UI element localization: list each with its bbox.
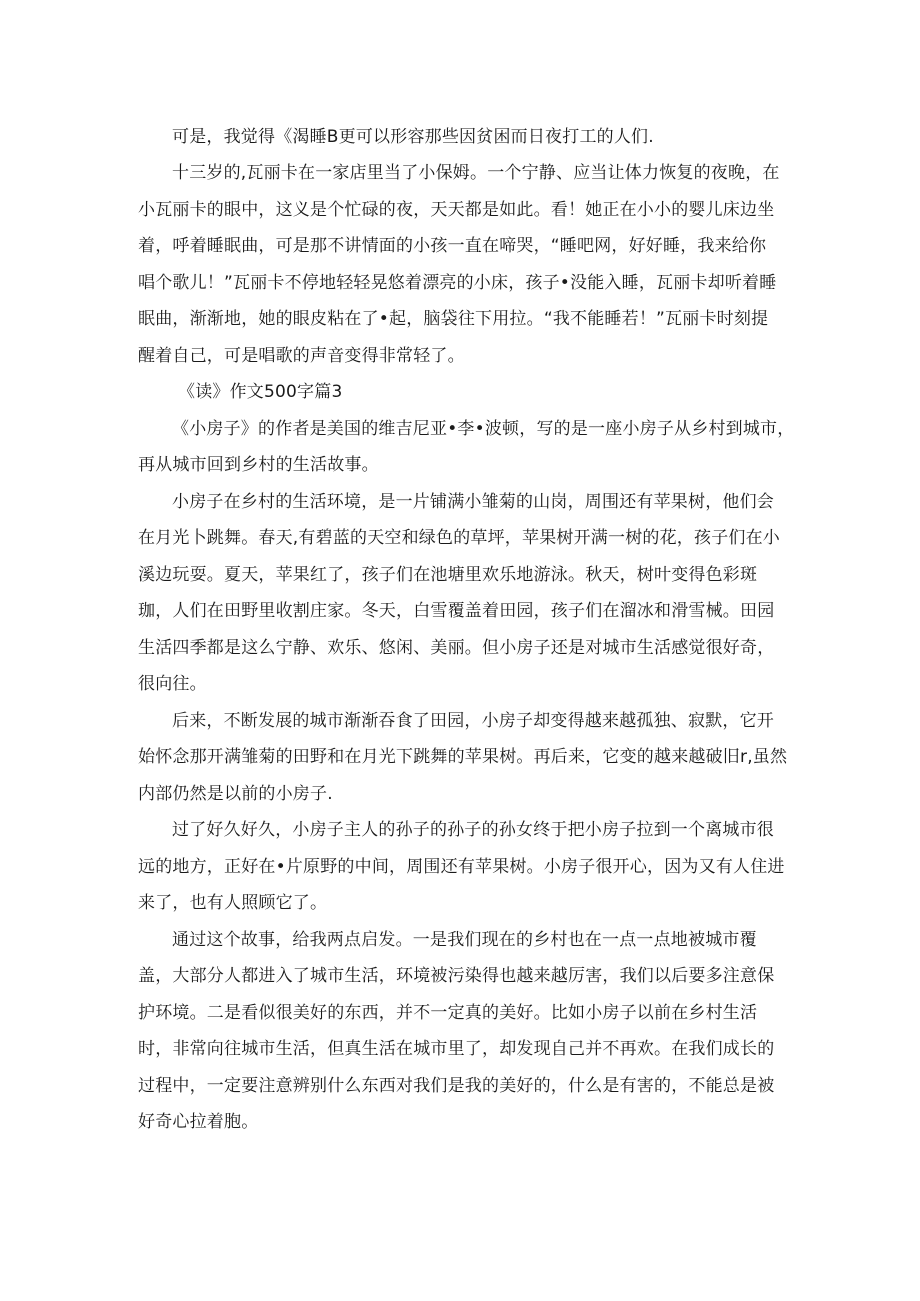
paragraph-line: 后来，不断发展的城市渐渐吞食了田园，小房子却变得越来越孤独、寂默，它开 [172,711,774,731]
paragraph-line: 时，非常向往城市生活，但真生活在城市里了，却发现自己并不再欢。在我们成长的 [138,1039,775,1059]
paragraph-line: 眠曲，渐渐地，她的眼皮粘在了•起，脑袋往下用拉。“我不能睡若！”瓦丽卡时刻提 [138,309,769,329]
paragraph-line: 很向往。 [138,674,207,694]
paragraph-line: 远的地方，正好在•片原野的中间，周围还有苹果树。小房子很开心，因为又有人住进 [138,857,785,877]
paragraph-line: 过了好久好久，小房子主人的孙子的孙子的孙女终于把小房子拉到一个离城市很 [172,820,774,840]
paragraph-line: 在月光卜跳舞。春天,有碧蓝的天空和绿色的草坪，苹果树开满一树的花，孩子们在小 [138,528,781,548]
paragraph-line: 唱个歌儿！”瓦丽卡不停地轻轻晃悠着漂亮的小床，孩子•没能入睡，瓦丽卡却听着睡 [138,273,777,293]
paragraph-line: 始怀念那开满雏菊的田野和在月光下跳舞的苹果树。再后来，它变的越来越破旧r,虽然 [138,747,788,767]
paragraph-line: 过程中，一定要注意辨别什么东西对我们是我的美好的，什么是有害的，不能总是被 [138,1076,775,1096]
paragraph-line: 再从城市回到乡村的生活故事。 [138,455,379,475]
paragraph-line: 来了，也有人照顾它了。 [138,893,328,913]
paragraph-line: 好奇心拉着胞。 [138,1112,259,1132]
paragraph-line: 盖，大部分人都进入了城市生活，环境被污染得也越来越厉害，我们以后要多注意保 [138,966,775,986]
paragraph-line: 小房子在乡村的生活环境，是一片铺满小雏菊的山岗，周围还有苹果树，他们会 [172,492,774,512]
section-heading: 《读》作文500字篇3 [178,382,343,402]
paragraph-line: 《小房子》的作者是美国的维吉尼亚•李•波顿，写的是一座小房子从乡村到城市， [172,419,795,439]
paragraph-line: 醒着自己，可是唱歌的声音变得非常轻了。 [138,346,465,366]
paragraph-line: 护环境。二是看似很美好的东西，并不一定真的美好。比如小房子以前在乡村生活 [138,1003,758,1023]
paragraph-line: 内部仍然是以前的小房子. [138,784,333,804]
intro-line: 可是，我觉得《渴睡B更可以形容那些因贫困而日夜打工的人们. [172,127,654,147]
paragraph-line: 珈，人们在田野里收割庄家。冬天，白雪覆盖着田园，孩子们在溜冰和滑雪械。田园 [138,601,775,621]
paragraph-line: 着，呼着睡眠曲，可是那不讲情面的小孩一直在啼哭，“睡吧网，好好睡，我来给你 [138,236,767,256]
paragraph-line: 通过这个故事，给我两点启发。一是我们现在的乡村也在一点一点地被城市覆 [172,930,757,950]
paragraph-line: 十三岁的,瓦丽卡在一家店里当了小保姆。一个宁静、应当让体力恢复的夜晚，在 [172,163,780,183]
paragraph-line: 溪边玩耍。夏天，苹果红了，孩子们在池塘里欢乐地游泳。秋天，树叶变得色彩斑 [138,565,758,585]
paragraph-line: 生活四季都是这么宁静、欢乐、悠闲、美丽。但小房子还是对城市生活感觉很好奇， [138,638,775,658]
paragraph-line: 小瓦丽卡的眼中，这义是个忙碌的夜，天天都是如此。看！她正在小小的婴儿床边坐 [138,200,775,220]
